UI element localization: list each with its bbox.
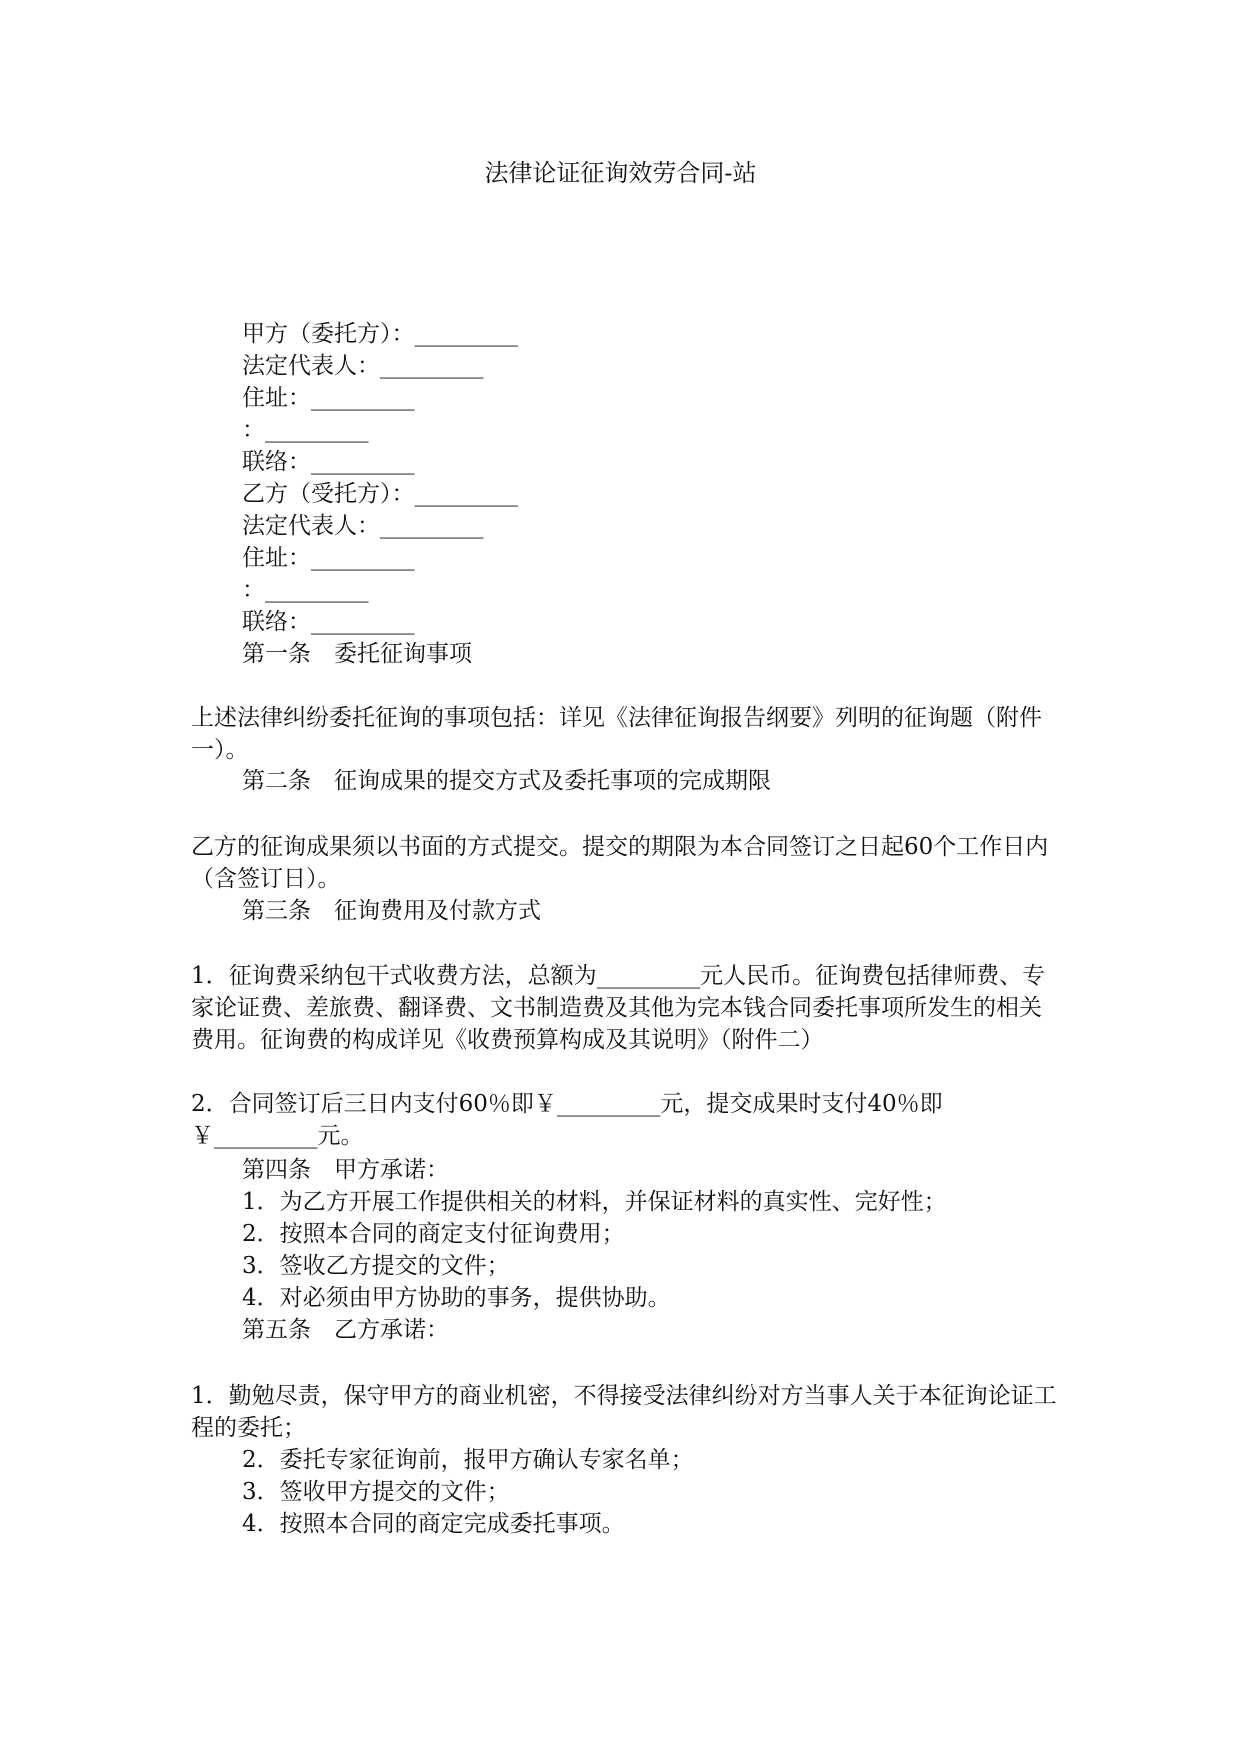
party-b-name: 乙方（受托方）：_________ bbox=[242, 481, 518, 507]
article4-heading: 第四条 甲方承诺： bbox=[242, 1157, 449, 1183]
party-a-representative: 法定代表人：_________ bbox=[242, 353, 484, 379]
article2-body: 乙方的征询成果须以书面的方式提交。提交的期限为本合同签订之日起60个工作日内（含签订日）。 bbox=[191, 834, 1049, 892]
article2-heading: 第二条 征询成果的提交方式及委托事项的完成期限 bbox=[242, 768, 771, 794]
article3-heading: 第三条 征询费用及付款方式 bbox=[242, 898, 541, 924]
article5-item-3: 3．签收甲方提交的文件； bbox=[242, 1479, 510, 1505]
article5-item-1: 1．勤勉尽责，保守甲方的商业机密，不得接受法律纠纷对方当事人关于本征询论证工程的委托； bbox=[191, 1383, 1057, 1441]
article1-heading: 第一条 委托征询事项 bbox=[242, 641, 472, 667]
article5-item-4: 4．按照本合同的商定完成委托事项。 bbox=[242, 1511, 625, 1537]
article4-item-3: 3．签收乙方提交的文件； bbox=[242, 1253, 510, 1279]
party-b-blank-field: ：_________ bbox=[242, 577, 369, 603]
party-a-blank-field: ：_________ bbox=[242, 417, 369, 443]
article5-item-2: 2．委托专家征询前，报甲方确认专家名单； bbox=[242, 1447, 694, 1473]
article5-heading: 第五条 乙方承诺： bbox=[242, 1317, 449, 1343]
article3-item2: 2．合同签订后三日内支付60％即￥_________元，提交成果时支付40％即￥_________元。 bbox=[191, 1091, 943, 1149]
party-a-contact: 联络：_________ bbox=[242, 449, 415, 475]
article3-item1: 1．征询费采纳包干式收费方法，总额为_________元人民币。征询费包括律师费、专家论证费、差旅费、翻译费、文书制造费及其他为完本钱合同委托事项所发生的相关费用。征询费的构成详见《收费预算构成及其说明》（附件二） bbox=[191, 963, 1046, 1053]
article1-body: 上述法律纠纷委托征询的事项包括：详见《法律征询报告纲要》列明的征询题（附件一）。 bbox=[191, 705, 1042, 763]
article4-item-1: 1．为乙方开展工作提供相关的材料，并保证材料的真实性、完好性； bbox=[242, 1189, 947, 1215]
party-b-contact: 联络：_________ bbox=[242, 609, 415, 635]
party-b-representative: 法定代表人：_________ bbox=[242, 513, 484, 539]
document-title: 法律论证征询效劳合同-站 bbox=[484, 159, 757, 187]
article4-item-4: 4．对必须由甲方协助的事务，提供协助。 bbox=[242, 1285, 671, 1311]
party-a-address: 住址：_________ bbox=[242, 385, 415, 411]
party-a-name: 甲方（委托方）：_________ bbox=[242, 321, 518, 347]
party-b-address: 住址：_________ bbox=[242, 545, 415, 571]
article4-item-2: 2．按照本合同的商定支付征询费用； bbox=[242, 1221, 625, 1247]
